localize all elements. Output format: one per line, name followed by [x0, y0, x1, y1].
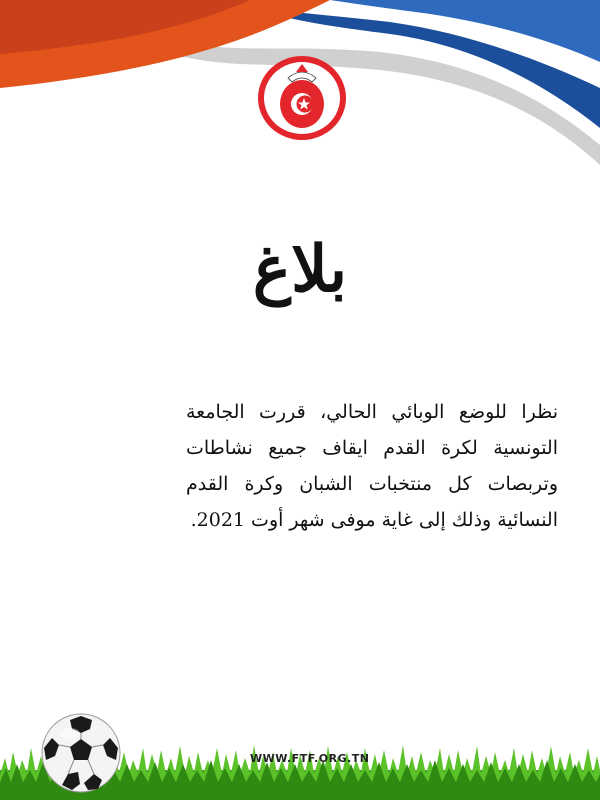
- notice-title: بلاغ: [252, 232, 348, 307]
- federation-crest-icon: [254, 52, 350, 142]
- notice-paragraph: نظرا للوضع الوبائي الحالي، قررت الجامعة التونسية لكرة القدم ايقاف جميع نشاطات وتربصات كل منتخبات الشبان وكرة القدم النسائية وذلك إلى غاية موفى شهر أوت 2021.: [186, 401, 558, 531]
- website-link[interactable]: WWW.FTF.ORG.TN: [250, 752, 370, 765]
- soccer-ball-icon: [40, 712, 122, 794]
